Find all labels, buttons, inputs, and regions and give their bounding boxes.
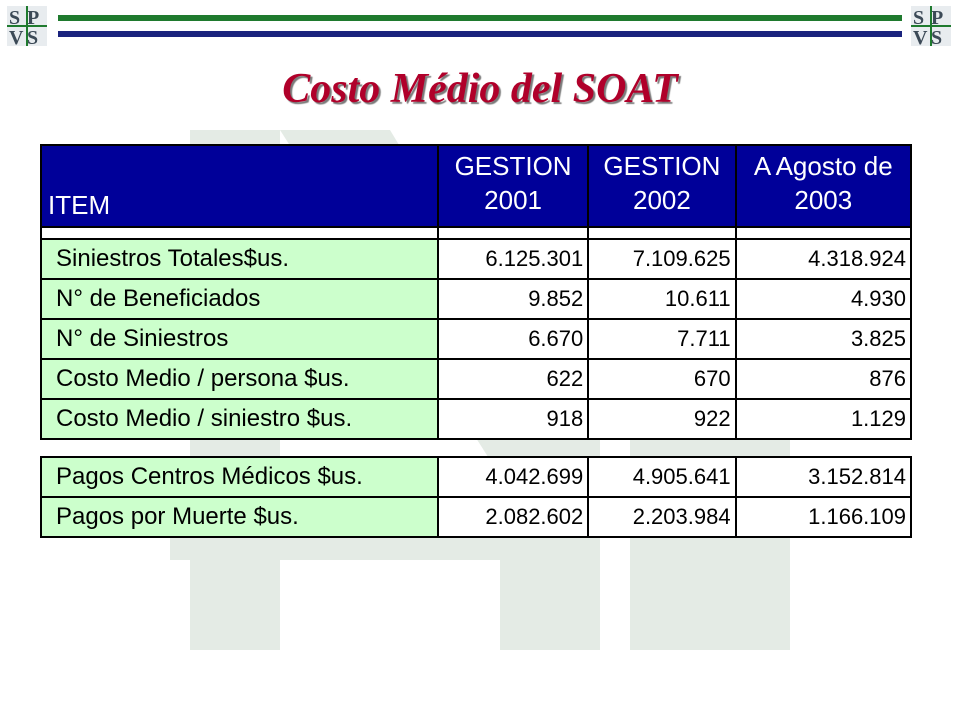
row-value-2001: 6.125.301 bbox=[438, 239, 588, 279]
table-spacer bbox=[41, 227, 911, 239]
row-item-label: N° de Beneficiados bbox=[41, 279, 438, 319]
table-row bbox=[41, 239, 911, 279]
row-value-2001: 622 bbox=[438, 359, 588, 399]
spvs-logo-left bbox=[7, 6, 47, 46]
payments-table bbox=[40, 456, 912, 538]
row-value-2001: 918 bbox=[438, 399, 588, 439]
row-value-2001: 2.082.602 bbox=[438, 497, 588, 537]
row-value-2002: 10.611 bbox=[588, 279, 735, 319]
table-row bbox=[41, 457, 911, 497]
header-2003-line1: A Agosto de bbox=[753, 151, 893, 181]
row-value-2003: 4.930 bbox=[736, 279, 911, 319]
row-item-label: Costo Medio / siniestro $us. bbox=[41, 399, 438, 439]
row-value-2002: 922 bbox=[588, 399, 735, 439]
row-value-2002: 2.203.984 bbox=[588, 497, 735, 537]
row-item-label: Pagos por Muerte $us. bbox=[41, 497, 438, 537]
row-item-label: Costo Medio / persona $us. bbox=[41, 359, 438, 399]
svg-text:P: P bbox=[27, 7, 40, 29]
svg-text:S: S bbox=[913, 7, 925, 29]
soat-cost-table bbox=[40, 144, 912, 440]
svg-text:V: V bbox=[9, 27, 24, 46]
row-item-label: Pagos Centros Médicos $us. bbox=[41, 457, 438, 497]
row-value-2003: 876 bbox=[736, 359, 911, 399]
svg-text:S: S bbox=[9, 7, 21, 29]
header-2002-line1: GESTION bbox=[603, 151, 721, 181]
header-2002 bbox=[588, 145, 735, 227]
table-row bbox=[41, 399, 911, 439]
row-value-2002: 670 bbox=[588, 359, 735, 399]
row-value-2002: 7.109.625 bbox=[588, 239, 735, 279]
svg-text:V: V bbox=[913, 27, 928, 46]
spvs-logo-right bbox=[911, 6, 951, 46]
table-header-row bbox=[41, 145, 911, 227]
header-2003-line2: 2003 bbox=[794, 185, 853, 215]
header-2001 bbox=[438, 145, 588, 227]
header-item: ITEM bbox=[41, 145, 438, 227]
header-bar-green bbox=[58, 15, 902, 21]
table-row bbox=[41, 279, 911, 319]
row-value-2002: 7.711 bbox=[588, 319, 735, 359]
header-bar-navy bbox=[58, 31, 902, 37]
row-item-label: N° de Siniestros bbox=[41, 319, 438, 359]
table-row bbox=[41, 497, 911, 537]
row-value-2001: 6.670 bbox=[438, 319, 588, 359]
svg-text:P: P bbox=[931, 7, 944, 29]
row-value-2003: 4.318.924 bbox=[736, 239, 911, 279]
table-row bbox=[41, 359, 911, 399]
row-value-2002: 4.905.641 bbox=[588, 457, 735, 497]
header-2001-line1: GESTION bbox=[454, 151, 572, 181]
row-value-2001: 4.042.699 bbox=[438, 457, 588, 497]
header-2003 bbox=[736, 145, 911, 227]
table-row bbox=[41, 319, 911, 359]
slide-title: Costo Médio del SOAT bbox=[282, 66, 678, 112]
row-value-2003: 3.152.814 bbox=[736, 457, 911, 497]
svg-text:S: S bbox=[27, 27, 39, 46]
row-value-2003: 1.129 bbox=[736, 399, 911, 439]
row-value-2003: 1.166.109 bbox=[736, 497, 911, 537]
row-item-label: Siniestros Totales$us. bbox=[41, 239, 438, 279]
svg-text:S: S bbox=[931, 27, 943, 46]
header-2001-line2: 2001 bbox=[484, 185, 542, 215]
row-value-2001: 9.852 bbox=[438, 279, 588, 319]
header-2002-line2: 2002 bbox=[632, 185, 691, 215]
row-value-2003: 3.825 bbox=[736, 319, 911, 359]
